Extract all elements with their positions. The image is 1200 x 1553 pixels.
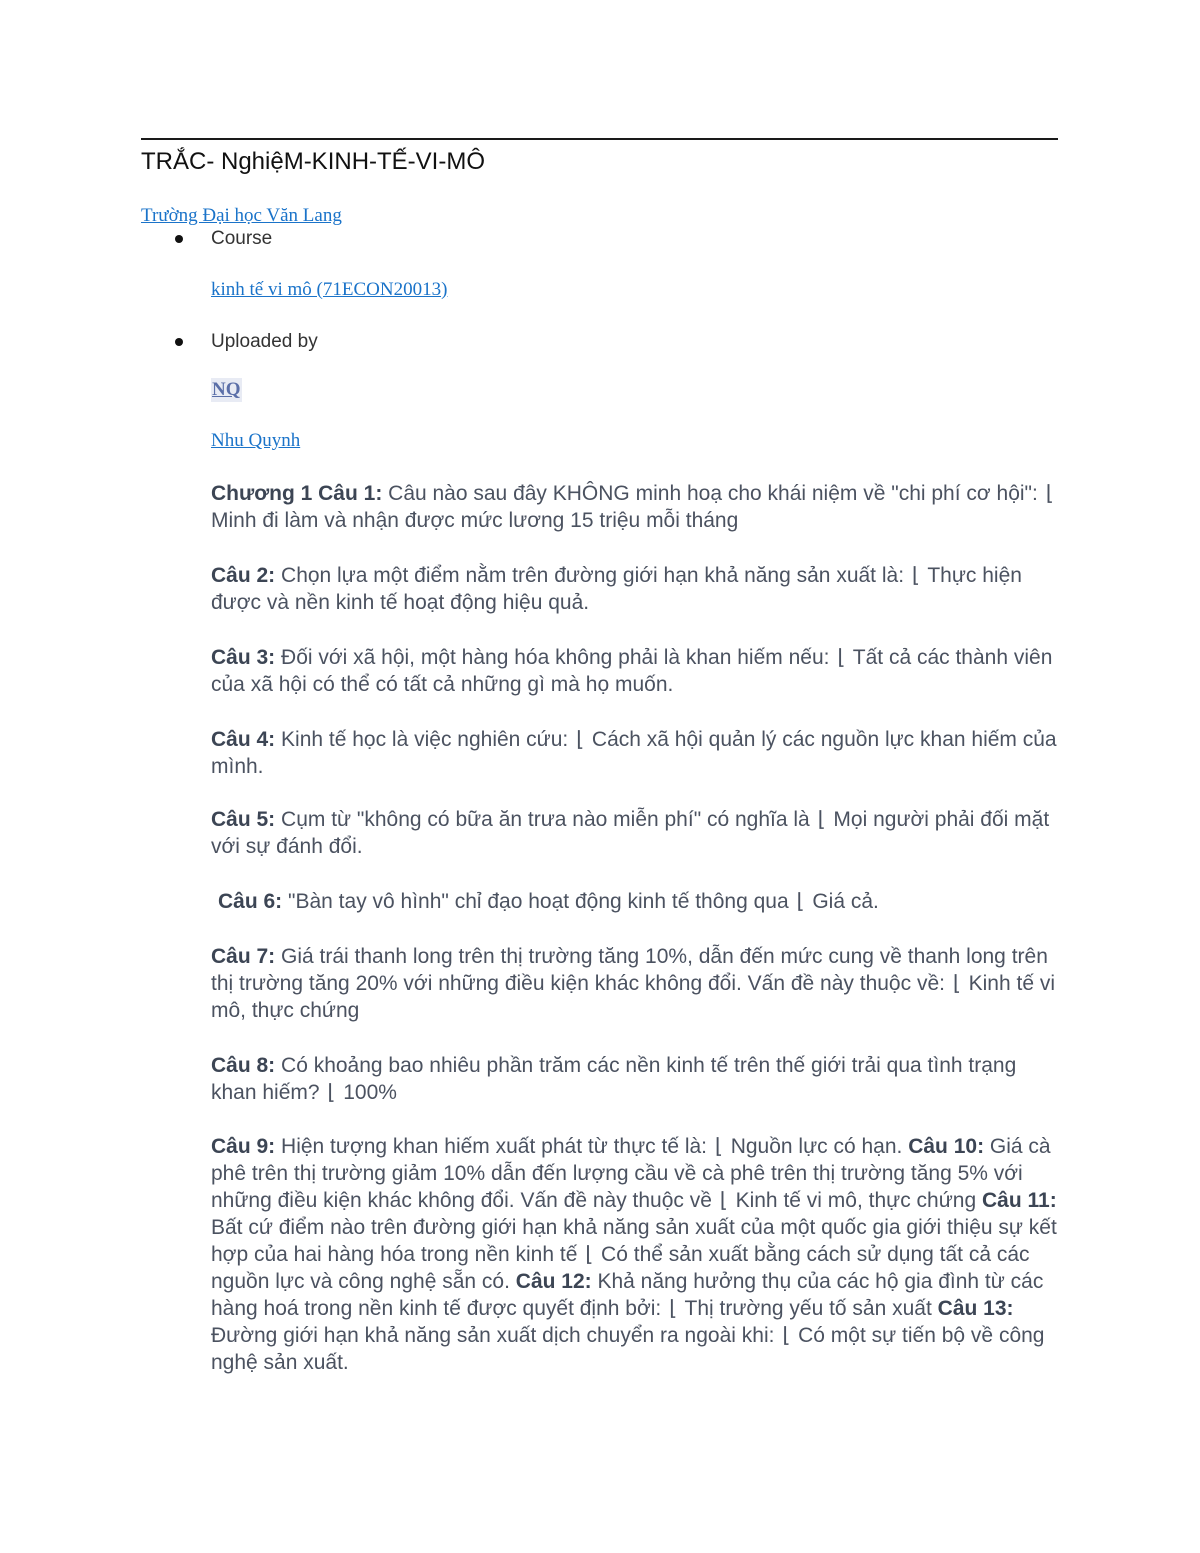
- question-prefix: Câu 4:: [211, 728, 276, 751]
- answer-arrow-icon: ⌊: [1045, 482, 1054, 505]
- question-4: [211, 726, 1061, 780]
- question-7: [211, 943, 1061, 1024]
- question-prefix: Câu 8:: [211, 1054, 276, 1077]
- question-10-answer: Kinh tế vi mô, thực chứng: [729, 1189, 982, 1212]
- answer-text: Tất cả các thành viên của xã hội có thể có tất cả những gì mà họ muốn.: [211, 646, 1053, 696]
- question-text: Chọn lựa một điểm nằm trên đường giới hạn khả năng sản xuất là:: [275, 564, 910, 587]
- question-13-text: Đường giới hạn khả năng sản xuất dịch chuyển ra ngoài khi:: [211, 1324, 781, 1347]
- question-text: Đối với xã hội, một hàng hóa không phải là khan hiếm nếu:: [275, 646, 836, 669]
- question-text: Có khoảng bao nhiêu phần trăm các nền kinh tế trên thế giới trải qua tình trạng khan hiếm?: [211, 1054, 1017, 1104]
- question-10-prefix: Câu 10:: [908, 1135, 985, 1158]
- uploaded-by-label: Uploaded by: [211, 331, 318, 352]
- answer-arrow-icon: ⌊: [585, 1243, 594, 1266]
- answer-arrow-icon: ⌊: [817, 808, 826, 831]
- question-3: [211, 644, 1061, 698]
- answer-text: Thực hiện được và nền kinh tế hoạt động hiệu quả.: [211, 564, 1022, 614]
- question-9-answer: Nguồn lực có hạn.: [724, 1135, 909, 1158]
- question-2: [211, 562, 1061, 616]
- answer-arrow-icon: ⌊: [837, 646, 846, 669]
- answer-arrow-icon: ⌊: [796, 890, 805, 913]
- question-prefix: Câu 7:: [211, 945, 276, 968]
- question-10-text: Giá cà phê trên thị trường giảm 10% dẫn đến lượng cầu về cà phê trên thị trường tăng 5% với những điều kiện khác không đổi. Vấn đề này thuộc về: [211, 1135, 1051, 1212]
- question-text: Câu nào sau đây KHÔNG minh hoạ cho khái niệm về "chi phí cơ hội":: [382, 482, 1044, 505]
- answer-text: Giá cả.: [806, 890, 879, 913]
- answer-arrow-icon: ⌊: [911, 564, 920, 587]
- question-prefix: Câu 3:: [211, 646, 276, 669]
- question-12-prefix: Câu 12:: [515, 1270, 592, 1293]
- question-text: Kinh tế học là việc nghiên cứu:: [275, 728, 575, 751]
- question-text: Giá trái thanh long trên thị trường tăng 10%, dẫn đến mức cung về thanh long trên thị trường tăng 20% với những điều kiện khác không đổi. Vấn đề này thuộc về:: [211, 945, 1048, 995]
- uploader-bullet: [141, 329, 1058, 355]
- course-link[interactable]: kinh tế vi mô (71ECON20013): [211, 279, 448, 300]
- question-5: [211, 806, 1061, 860]
- questions-9-to-13: [211, 1133, 1061, 1376]
- question-prefix: Câu 5:: [211, 808, 276, 831]
- answer-arrow-icon: ⌊: [952, 972, 961, 995]
- question-13-prefix: Câu 13:: [937, 1297, 1014, 1320]
- answer-text: Minh đi làm và nhận được mức lương 15 triệu mỗi tháng: [211, 509, 739, 532]
- answer-text: 100%: [337, 1081, 397, 1104]
- question-12-text: Khả năng hưởng thụ của các hộ gia đình từ các hàng hoá trong nền kinh tế được quyết định bởi:: [211, 1270, 1044, 1320]
- answer-text: Mọi người phải đối mặt với sự đánh đổi.: [211, 808, 1050, 858]
- answer-text: Cách xã hội quản lý các nguồn lực khan hiếm của mình.: [211, 728, 1057, 778]
- question-11-text: Bất cứ điểm nào trên đường giới hạn khả năng sản xuất của một quốc gia giới thiệu sự kết hợp của hai hàng hóa trong nền kinh tế: [211, 1216, 1057, 1266]
- bullet-dot-icon: [175, 338, 183, 346]
- answer-arrow-icon: ⌊: [327, 1081, 336, 1104]
- answer-arrow-icon: ⌊: [575, 728, 585, 751]
- question-text: Cụm từ "không có bữa ăn trưa nào miễn phí" có nghĩa là: [275, 808, 816, 831]
- document-title: TRẮC- NghiệM-KINH-TẾ-VI-MÔ: [141, 148, 486, 175]
- school-link[interactable]: Trường Đại học Văn Lang: [141, 205, 342, 226]
- bullet-dot-icon: [175, 235, 183, 243]
- question-9-prefix: Câu 9:: [211, 1135, 276, 1158]
- question-12-answer: Thị trường yếu tố sản xuất: [679, 1297, 938, 1320]
- question-prefix: Chương 1 Câu 1:: [211, 482, 383, 505]
- answer-text: Kinh tế vi mô, thực chứng: [211, 972, 1056, 1022]
- answer-arrow-icon: ⌊: [714, 1135, 723, 1158]
- question-13-answer: Có một sự tiến bộ về công nghệ sản xuất.: [211, 1324, 1045, 1374]
- question-prefix: Câu 6:: [218, 890, 283, 913]
- question-11-answer: Có thể sản xuất bằng cách sử dụng tất cả các nguồn lực và công nghệ sẵn có.: [211, 1243, 1030, 1293]
- question-text: "Bàn tay vô hình" chỉ đạo hoạt động kinh tế thông qua: [282, 890, 795, 913]
- question-11-prefix: Câu 11:: [981, 1189, 1057, 1212]
- answer-arrow-icon: ⌊: [719, 1189, 728, 1212]
- answer-arrow-icon: ⌊: [782, 1324, 791, 1347]
- answer-arrow-icon: ⌊: [668, 1297, 678, 1320]
- top-horizontal-rule: [141, 138, 1058, 140]
- course-bullet: [141, 226, 1058, 252]
- question-6: [218, 888, 1068, 915]
- uploader-avatar-initials[interactable]: NQ: [212, 379, 241, 400]
- course-label: Course: [211, 228, 273, 249]
- uploader-name-link[interactable]: Nhu Quynh: [211, 430, 301, 451]
- question-prefix: Câu 2:: [211, 564, 276, 587]
- question-9-text: Hiện tượng khan hiếm xuất phát từ thực tế là:: [275, 1135, 713, 1158]
- question-8: [211, 1052, 1061, 1106]
- question-1: [211, 480, 1061, 534]
